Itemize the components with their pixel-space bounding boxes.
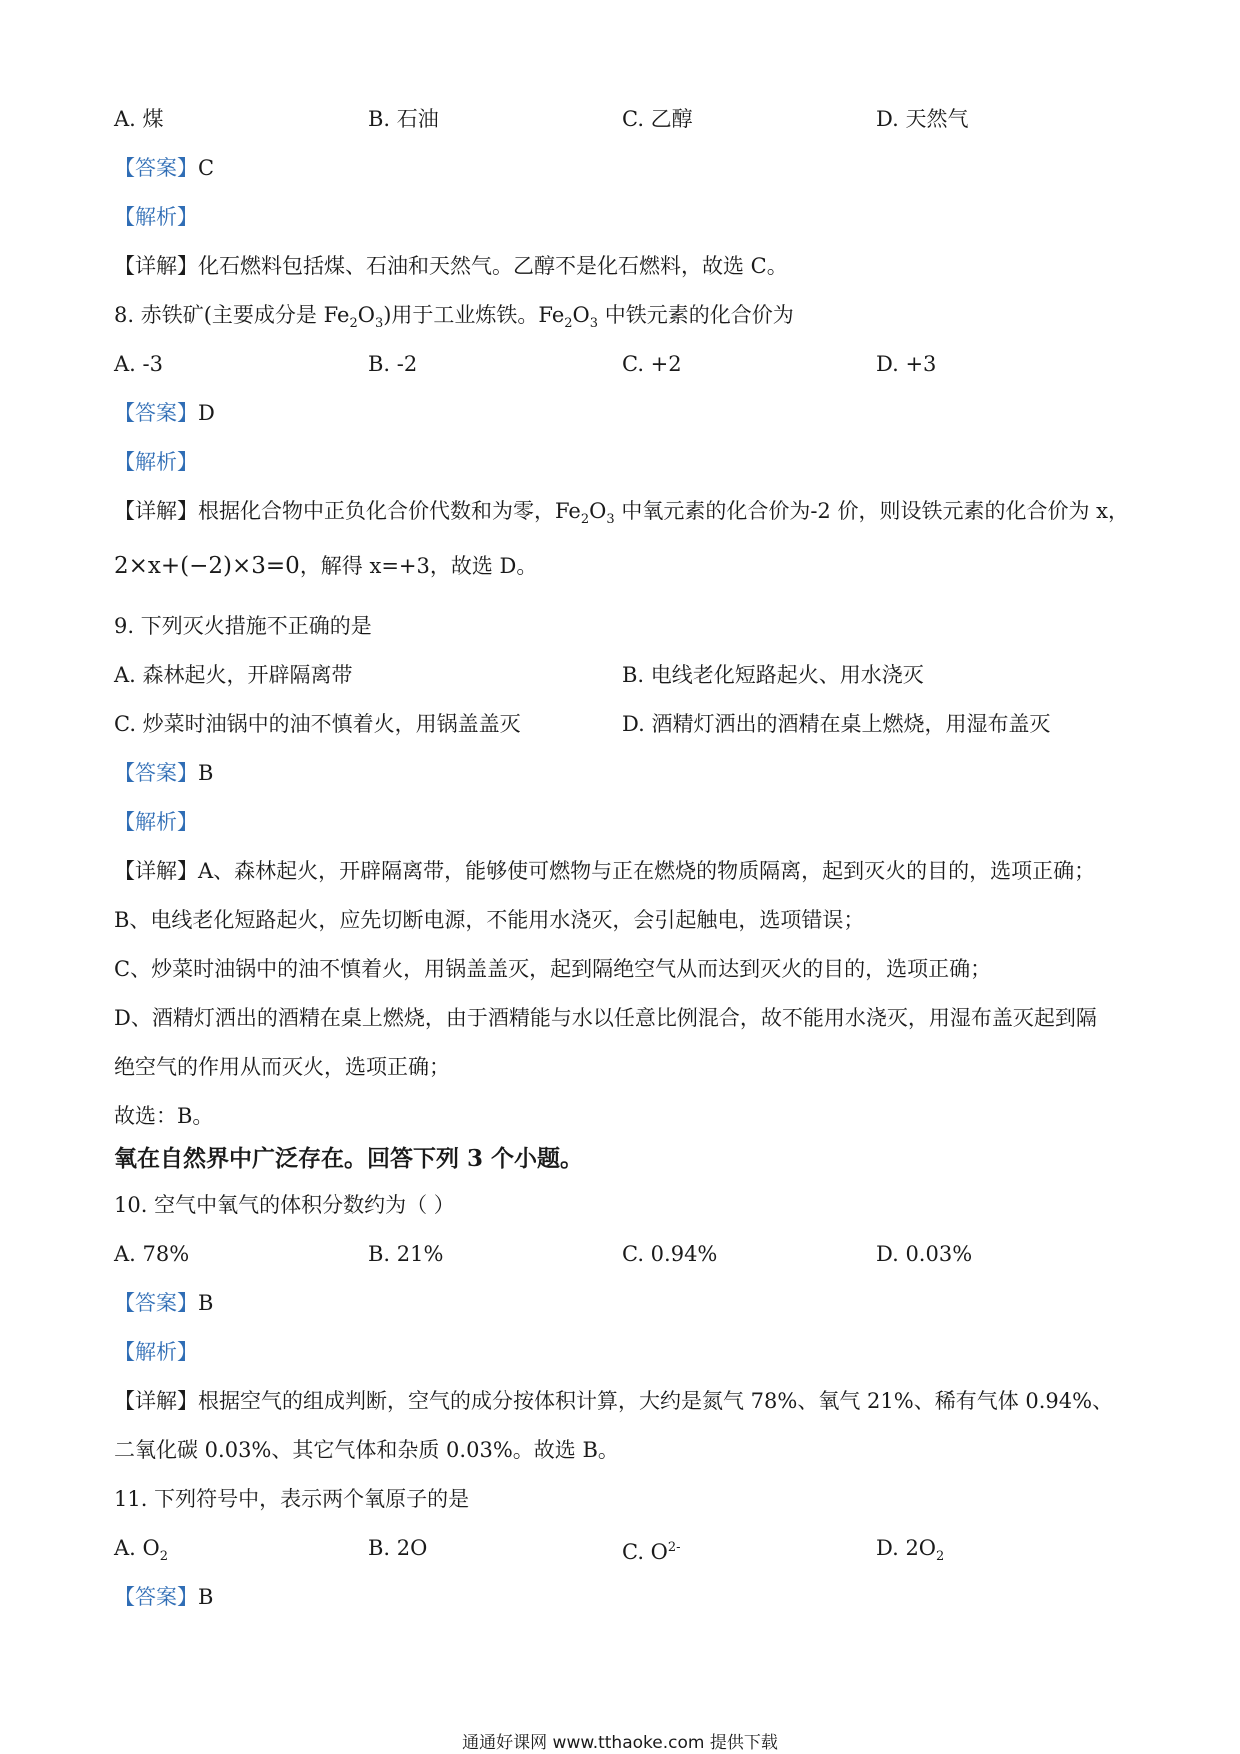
q11-option-b: B. 2O — [368, 1536, 428, 1560]
q10-answer — [114, 1289, 213, 1317]
option-text: D. 2O — [876, 1536, 937, 1560]
answer-tag: 【答案】 — [114, 1585, 198, 1609]
q8-stem-part: 中铁元素的化合价为 — [598, 303, 794, 327]
q11-option-c — [622, 1534, 681, 1566]
option-text: C. O — [622, 1540, 668, 1564]
analysis-tag: 【解析】 — [114, 205, 198, 229]
detail-tag: 【详解】 — [114, 254, 198, 278]
q8-analysis — [114, 448, 198, 476]
q10-option-c: C. 0.94% — [622, 1242, 718, 1266]
q8-options — [114, 350, 1124, 378]
detail-text: O — [589, 499, 607, 523]
q10-detail-1 — [114, 1387, 1113, 1415]
q8-equation-line — [114, 552, 537, 580]
detail-text: 中氧元素的化合价为-2 价，则设铁元素的化合价为 x， — [614, 499, 1129, 523]
q8-stem-part: 8. 赤铁矿(主要成分是 Fe — [114, 303, 350, 327]
q8-option-b: B. -2 — [368, 352, 418, 376]
q9-options-row2 — [114, 710, 1124, 738]
detail-tag: 【详解】 — [114, 859, 198, 883]
q7-answer — [114, 154, 214, 182]
q10-stem: 10. 空气中氧气的体积分数约为（ ） — [114, 1193, 455, 1217]
detail-text: 根据空气的组成判断，空气的成分按体积计算，大约是氮气 78%、氧气 21%、稀有气体 0.94%、 — [198, 1389, 1114, 1413]
q9-detail-4: D、酒精灯洒出的酒精在桌上燃烧，由于酒精能与水以任意比例混合，故不能用水浇灭，用湿布盖灭起到隔 — [114, 1006, 1097, 1030]
q10-option-d: D. 0.03% — [876, 1242, 973, 1266]
q9-detail-5: 绝空气的作用从而灭火，选项正确； — [114, 1055, 450, 1079]
q11-option-d — [876, 1534, 944, 1571]
equation: 2×x+(−2)×3=0 — [114, 553, 300, 579]
option-text: A. O — [114, 1536, 160, 1560]
subscript: 2 — [564, 316, 573, 332]
detail-text: ，解得 x=+3，故选 D。 — [299, 554, 538, 578]
q10-detail-2: 二氧化碳 0.03%、其它气体和杂质 0.03%。故选 B。 — [114, 1438, 619, 1462]
q9-analysis — [114, 808, 198, 836]
subscript: 3 — [589, 316, 599, 332]
analysis-tag: 【解析】 — [114, 450, 198, 474]
answer-value: B — [198, 1291, 214, 1315]
detail-text: 化石燃料包括煤、石油和天然气。乙醇不是化石燃料，故选 C。 — [198, 254, 788, 278]
q8-option-d: D. +3 — [876, 352, 937, 376]
answer-tag: 【答案】 — [114, 156, 198, 180]
detail-text: 根据化合物中正负化合价代数和为零，Fe — [198, 499, 581, 523]
q9-option-a: A. 森林起火，开辟隔离带 — [114, 663, 353, 687]
q7-analysis — [114, 203, 198, 231]
q8-stem-part: )用于工业炼铁。Fe — [383, 303, 565, 327]
answer-tag: 【答案】 — [114, 401, 198, 425]
q9-detail-6: 故选：B。 — [114, 1104, 214, 1128]
q9-option-b: B. 电线老化短路起火、用水浇灭 — [622, 663, 924, 687]
q9-options-row1 — [114, 661, 1124, 689]
q10-analysis — [114, 1338, 198, 1366]
subscript: 2 — [580, 512, 590, 528]
answer-tag: 【答案】 — [114, 761, 198, 785]
q10-options — [114, 1240, 1124, 1268]
answer-value: C — [198, 156, 215, 180]
q8-stem-part: O — [357, 303, 375, 327]
analysis-tag: 【解析】 — [114, 810, 198, 834]
answer-value: B — [198, 1585, 214, 1609]
section-heading: 氧在自然界中广泛存在。回答下列 3 个小题。 — [114, 1145, 584, 1172]
q10-option-a: A. 78% — [114, 1242, 190, 1266]
q9-option-d: D. 酒精灯洒出的酒精在桌上燃烧，用湿布盖灭 — [622, 712, 1051, 736]
subscript: 3 — [374, 316, 384, 332]
q9-detail-1 — [114, 857, 1095, 885]
answer-value: D — [198, 401, 215, 425]
q11-options — [114, 1534, 1124, 1565]
q10-option-b: B. 21% — [368, 1242, 444, 1266]
page-footer: 通通好课网 www.tthaoke.com 提供下载 — [462, 1733, 778, 1753]
q8-option-a: A. -3 — [114, 352, 163, 376]
q9-answer — [114, 759, 213, 787]
subscript: 3 — [606, 512, 615, 528]
subscript: 2 — [349, 316, 358, 332]
analysis-tag: 【解析】 — [114, 1340, 198, 1364]
superscript: 2- — [667, 1540, 681, 1555]
q7-option-d: D. 天然气 — [876, 107, 969, 131]
q9-detail-3: C、炒菜时油锅中的油不慎着火，用锅盖盖灭，起到隔绝空气从而达到灭火的目的，选项正确； — [114, 957, 992, 981]
subscript: 2 — [936, 1549, 945, 1565]
q9-stem: 9. 下列灭火措施不正确的是 — [114, 614, 372, 638]
detail-tag: 【详解】 — [114, 499, 198, 523]
answer-tag: 【答案】 — [114, 1291, 198, 1315]
q8-stem — [114, 301, 794, 338]
q8-option-c: C. +2 — [622, 352, 682, 376]
q7-option-a: A. 煤 — [114, 107, 164, 131]
q9-detail-2: B、电线老化短路起火，应先切断电源，不能用水浇灭，会引起触电，选项错误； — [114, 908, 865, 932]
subscript: 2 — [159, 1549, 169, 1565]
q8-detail — [114, 497, 1129, 534]
q8-stem-part: O — [572, 303, 590, 327]
answer-value: B — [198, 761, 214, 785]
q8-answer — [114, 399, 215, 427]
q11-stem: 11. 下列符号中，表示两个氧原子的是 — [114, 1487, 470, 1511]
q7-option-c: C. 乙醇 — [622, 107, 693, 131]
q11-answer — [114, 1583, 213, 1611]
q7-option-b: B. 石油 — [368, 107, 439, 131]
q11-option-a — [114, 1534, 168, 1571]
detail-text: A、森林起火，开辟隔离带，能够使可燃物与正在燃烧的物质隔离，起到灭火的目的，选项正确； — [198, 859, 1096, 883]
detail-tag: 【详解】 — [114, 1389, 198, 1413]
q7-options — [114, 105, 1124, 133]
q9-option-c: C. 炒菜时油锅中的油不慎着火，用锅盖盖灭 — [114, 712, 521, 736]
q7-detail — [114, 252, 788, 280]
